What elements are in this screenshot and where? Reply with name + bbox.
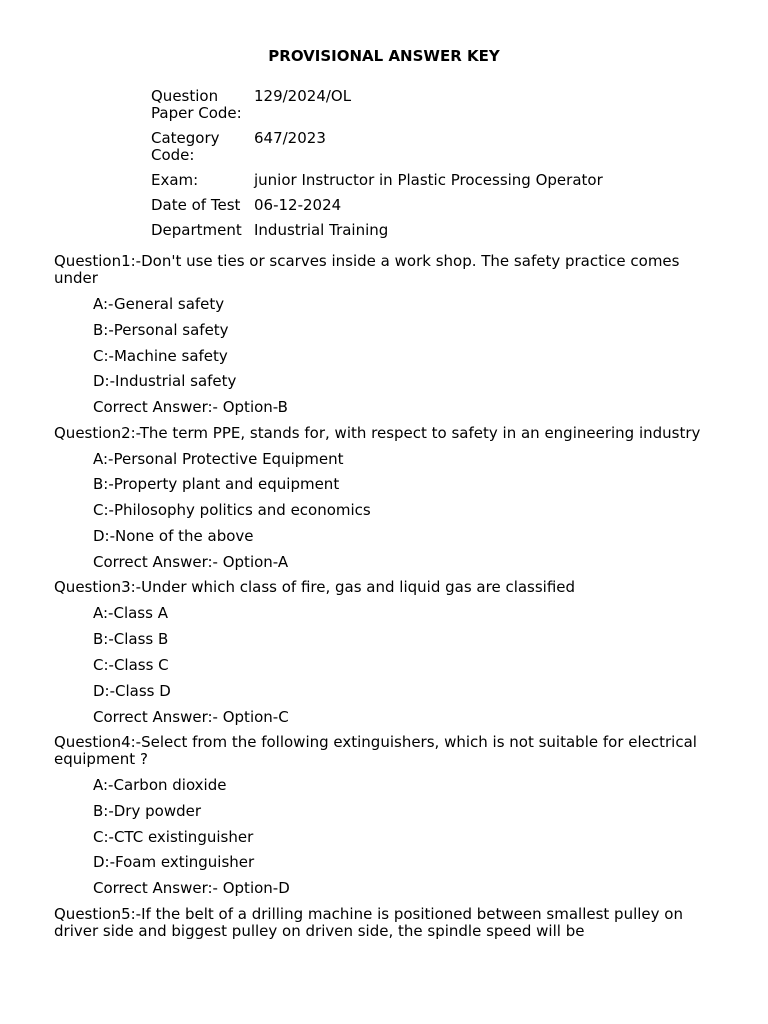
correct-answer: Correct Answer:- Option-A <box>93 552 289 571</box>
correct-answer: Correct Answer:- Option-C <box>93 707 289 726</box>
question-text: Question1:-Don't use ties or scarves inside a work shop. The safety practice comes under <box>54 252 680 287</box>
question-4 <box>54 734 724 897</box>
option: A:-Personal Protective Equipment <box>93 449 344 468</box>
question-text: Question5:-If the belt of a drilling machine is positioned between smallest pulley on driver side and biggest pulley on driven side, the spindle speed will be <box>54 904 683 940</box>
option: C:-Machine safety <box>93 346 228 365</box>
question-1 <box>54 253 724 416</box>
meta-label: Department <box>151 221 242 239</box>
question-3 <box>54 579 724 725</box>
meta-label: Category Code: <box>151 129 220 164</box>
option: A:-General safety <box>93 295 225 313</box>
meta-row-date <box>151 197 603 214</box>
option: C:-Class C <box>93 655 169 674</box>
meta-row-category-code <box>151 130 603 164</box>
option: B:-Personal safety <box>93 320 229 339</box>
page-title: PROVISIONAL ANSWER KEY <box>268 47 500 65</box>
meta-row-paper-code <box>151 88 603 122</box>
option: D:-Industrial safety <box>93 372 237 391</box>
option: D:-Foam extinguisher <box>93 853 255 872</box>
meta-row-exam <box>151 172 603 189</box>
option: A:-Class A <box>93 604 168 623</box>
question-5 <box>54 906 724 940</box>
question-list <box>54 253 724 949</box>
meta-label: Exam: <box>151 171 199 189</box>
meta-value: Industrial Training <box>254 221 389 239</box>
exam-details <box>151 88 603 247</box>
meta-label: Question Paper Code: <box>151 87 242 122</box>
meta-value: junior Instructor in Plastic Processing Operator <box>254 171 603 189</box>
option: D:-None of the above <box>93 527 254 546</box>
meta-value: 647/2023 <box>254 129 326 147</box>
option: B:-Dry powder <box>93 801 202 820</box>
option: C:-Philosophy politics and economics <box>93 501 371 520</box>
meta-value: 06-12-2024 <box>254 196 342 214</box>
option: B:-Class B <box>93 630 169 649</box>
option: B:-Property plant and equipment <box>93 475 340 494</box>
option: C:-CTC existinguisher <box>93 827 254 846</box>
correct-answer: Correct Answer:- Option-D <box>93 879 290 898</box>
meta-row-department <box>151 222 603 239</box>
option: A:-Carbon dioxide <box>93 776 227 795</box>
question-2 <box>54 425 724 571</box>
meta-label: Date of Test <box>151 196 241 214</box>
question-text: Question4:-Select from the following extinguishers, which is not suitable for electrical equipment ? <box>54 733 697 769</box>
meta-value: 129/2024/OL <box>254 87 352 105</box>
correct-answer: Correct Answer:- Option-B <box>93 398 288 417</box>
question-text: Question2:-The term PPE, stands for, with respect to safety in an engineering industry <box>54 423 701 442</box>
option: D:-Class D <box>93 681 171 700</box>
question-text: Question3:-Under which class of fire, gas and liquid gas are classified <box>54 578 576 597</box>
